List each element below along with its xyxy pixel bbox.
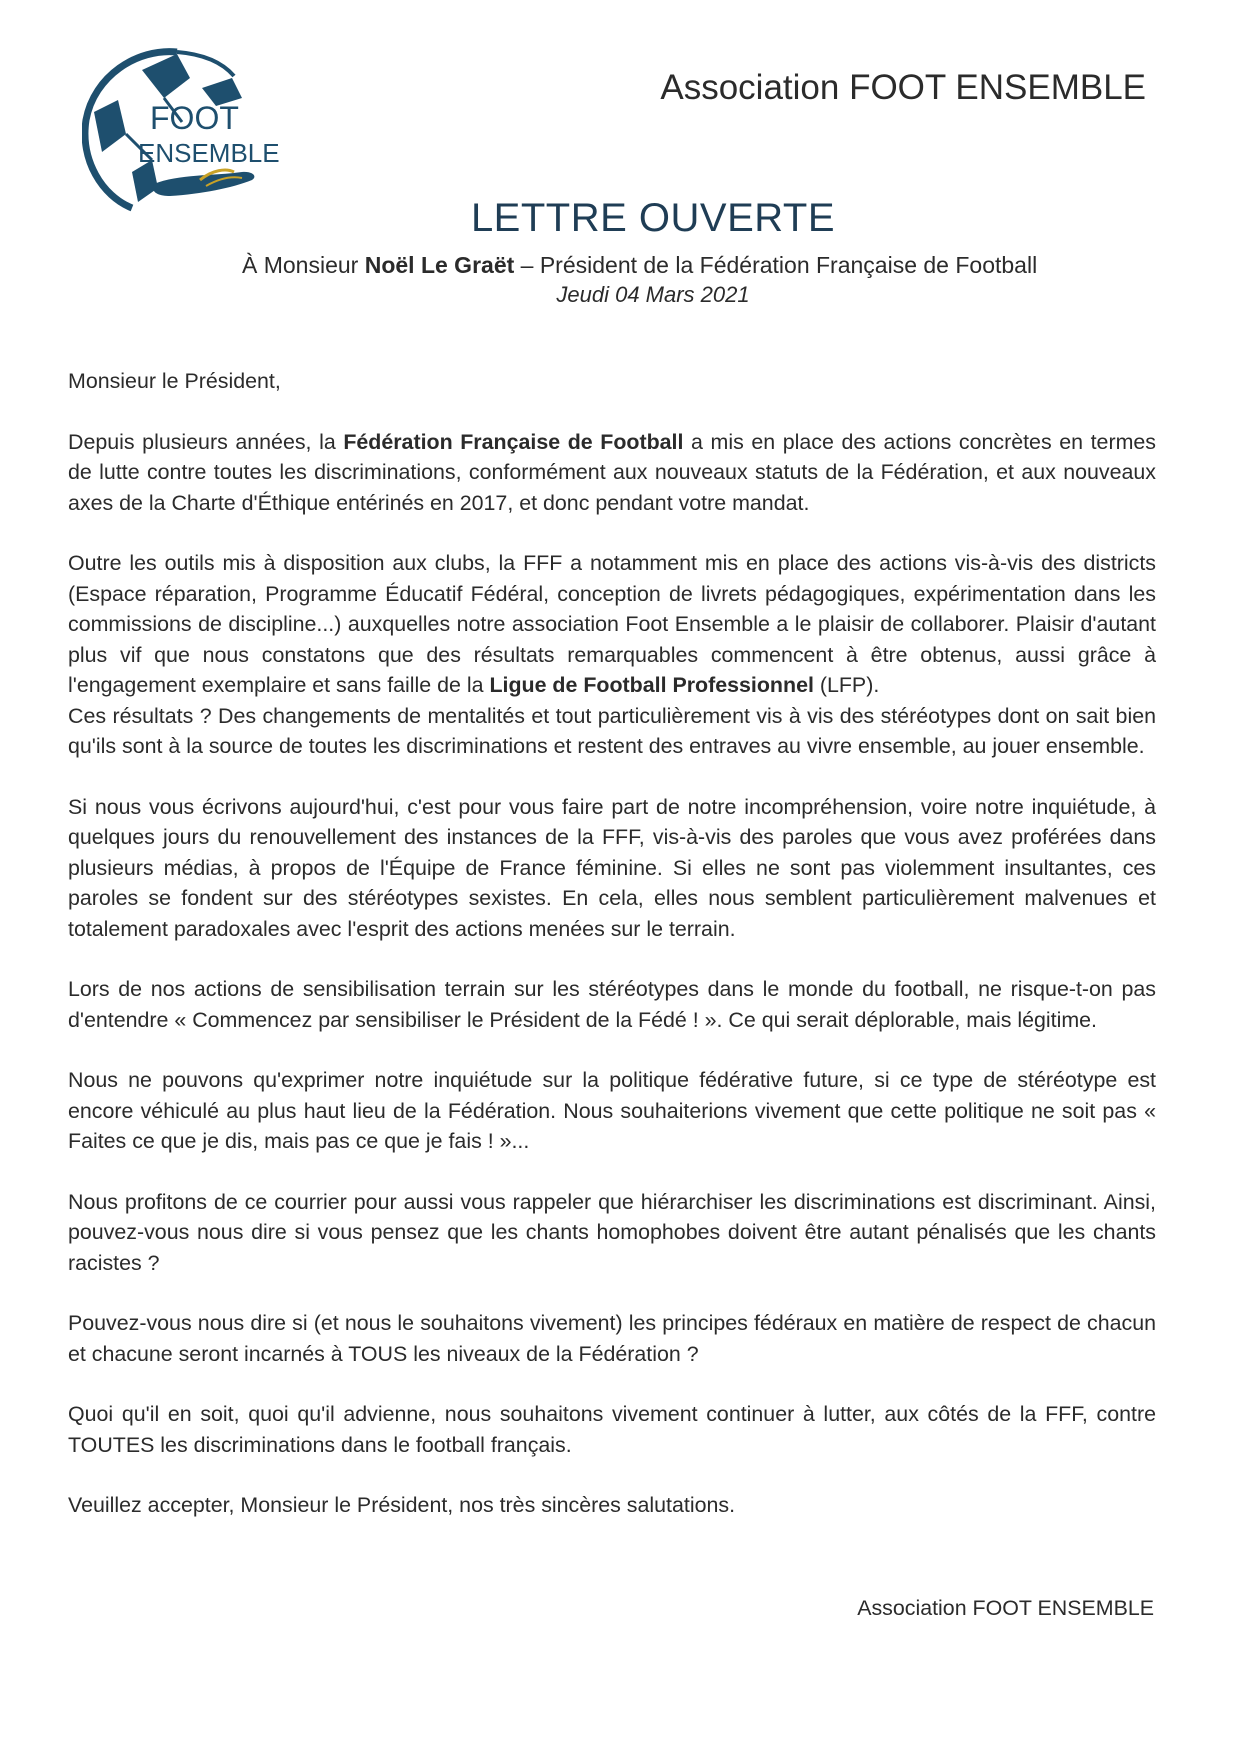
- letter-body: [68, 366, 1156, 1551]
- paragraph-2-text-a: Outre les outils mis à disposition aux clubs, la FFF a notamment mis en place des actions vis-à-vis des districts (Espace réparation, Programme Éducatif Fédéral, conception de livrets pédagogiques, expérimentation dans les commissions de discipline...) auxquelles notre association Foot Ensemble a le plaisir de collaborer. Plaisir d'autant plus vif que nous constatons que des résultats remarquables commencent à être obtenus, aussi grâce à l'engagement exemplaire et sans faille de la: [68, 551, 1156, 697]
- letter-title: LETTRE OUVERTE: [470, 196, 836, 240]
- paragraph-1: [68, 427, 1156, 519]
- paragraph-6: Nous ne pouvons qu'exprimer notre inquiétude sur la politique fédérative future, si ce type de stéréotype est encore véhiculé au plus haut lieu de la Fédération. Nous souhaiterions vivement que cette politique ne soit pas « Faites ce que je dis, mais pas ce que je fais ! »...: [68, 1068, 1156, 1153]
- paragraph-1-text-a: Depuis plusieurs années, la: [68, 429, 344, 454]
- recipient-line: [242, 252, 1037, 279]
- paragraph-4: Si nous vous écrivons aujourd'hui, c'est pour vous faire part de notre incompréhension, voire notre inquiétude, à quelques jours du renouvellement des instances de la FFF, vis-à-vis des paroles que vous avez proférées dans plusieurs médias, à propos de l'Équipe de France féminine. Si elles ne sont pas violemment insultantes, ces paroles se fondent sur des stéréotypes sexistes. En cela, elles nous semblent particulièrement malvenues et totalement paradoxales avec l'esprit des actions menées sur le terrain.: [68, 794, 1156, 941]
- recipient-name: Noël Le Graët: [364, 252, 515, 278]
- paragraph-2-text-c: (LFP).: [813, 673, 880, 697]
- logo-text-ensemble: ENSEMBLE: [138, 138, 280, 168]
- paragraph-9: Quoi qu'il en soit, quoi qu'il advienne, nous souhaitons vivement continuer à lutter, aux côtés de la FFF, contre TOUTES les discriminations dans le football français.: [68, 1402, 1156, 1457]
- recipient-suffix: – Président de la Fédération Française de Football: [514, 252, 1038, 278]
- paragraph-5: Lors de nos actions de sensibilisation terrain sur les stéréotypes dans le monde du football, ne risque-t-on pas d'entendre « Commencez par sensibiliser le Président de la Fédé ! ». Ce qui serait déplorable, mais légitime.: [68, 977, 1156, 1032]
- paragraph-2: [68, 548, 1156, 701]
- paragraph-1-text-c: a mis en place des actions concrètes en termes de lutte contre toutes les discriminations, conformément aux nouveaux statuts de la Fédération, et aux nouveaux axes de la Charte d'Éthique entérinés en 2017, et donc pendant votre mandat.: [68, 429, 1156, 515]
- logo-text-foot: FOOT: [150, 100, 239, 136]
- greeting: Monsieur le Président,: [68, 369, 281, 393]
- paragraph-10: Veuillez accepter, Monsieur le Président, nos très sincères salutations.: [68, 1493, 736, 1517]
- association-header: Association FOOT ENSEMBLE: [660, 68, 1146, 107]
- signature: Association FOOT ENSEMBLE: [857, 1596, 1154, 1620]
- paragraph-7: Nous profitons de ce courrier pour aussi vous rappeler que hiérarchiser les discriminations est discriminant. Ainsi, pouvez-vous nous dire si vous pensez que les chants homophobes doivent être autant pénalisés que les chants racistes ?: [68, 1189, 1156, 1275]
- paragraph-1-text-b: Fédération Française de Football: [343, 429, 684, 454]
- paragraph-3: Ces résultats ? Des changements de mentalités et tout particulièrement vis à vis des stéréotypes dont on sait bien qu'ils sont à la source de toutes les discriminations et restent des entraves au vivre ensemble, au jouer ensemble.: [68, 703, 1156, 758]
- paragraph-8: Pouvez-vous nous dire si (et nous le souhaitons vivement) les principes fédéraux en matière de respect de chacun et chacune seront incarnés à TOUS les niveaux de la Fédération ?: [68, 1311, 1156, 1366]
- foot-ensemble-logo: [82, 48, 292, 218]
- paragraph-2-text-b: Ligue de Football Professionnel: [489, 673, 814, 697]
- recipient-prefix: À Monsieur: [242, 252, 365, 278]
- letter-date: Jeudi 04 Mars 2021: [556, 282, 750, 307]
